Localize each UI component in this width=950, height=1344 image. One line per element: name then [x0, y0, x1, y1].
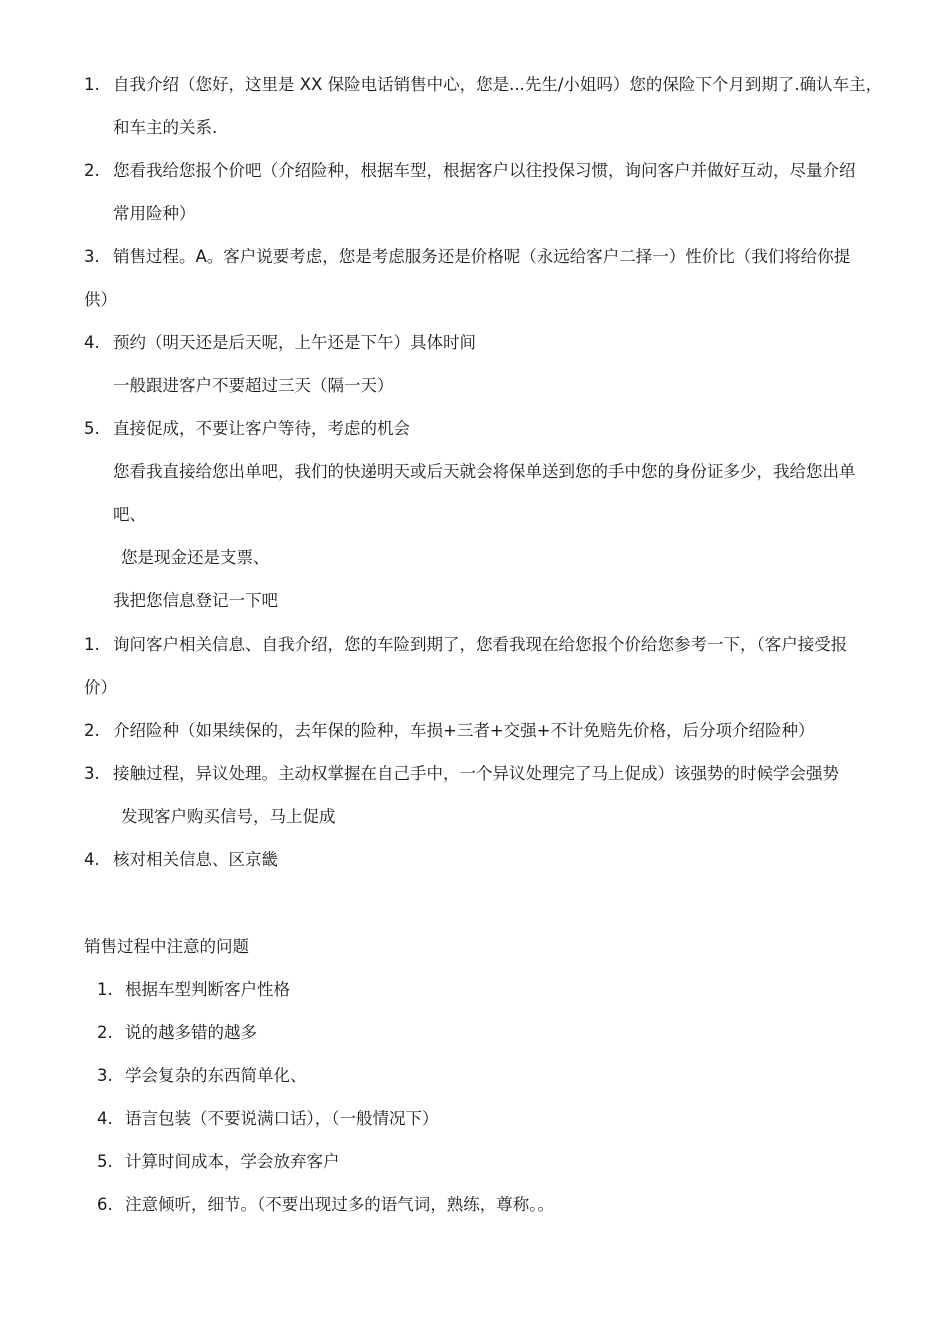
s2-item-2-line-1: 介绍险种（如果续保的，去年保的险种，车损+三者+交强+不计免赔先价格，后分项介绍险种）	[113, 721, 815, 740]
s2-item-1-line-2: 价）	[84, 678, 117, 697]
s1-item-4-line-2: 一般跟进客户不要超过三天（隔一天）	[113, 376, 394, 395]
s2-item-2-number: 2.	[84, 721, 100, 740]
s1-item-3-line-2: 供）	[84, 290, 117, 309]
notes-item-6-text: 注意倾听，细节。（不要出现过多的语气词，熟练，尊称。。	[125, 1195, 554, 1214]
s1-item-5-line-2: 您看我直接给您出单吧，我们的快递明天或后天就会将保单送到您的手中您的身份证多少，我给您出单	[113, 462, 856, 481]
s2-item-1-number: 1.	[84, 635, 100, 654]
notes-item-5-text: 计算时间成本，学会放弃客户	[125, 1152, 340, 1171]
s1-item-1-line-2: 和车主的关系.	[113, 118, 218, 137]
notes-item-3-text: 学会复杂的东西简单化、	[125, 1066, 307, 1085]
s1-item-2-line-2: 常用险种）	[113, 204, 196, 223]
s1-item-5-number: 5.	[84, 419, 100, 438]
notes-item-3-number: 3.	[97, 1066, 113, 1085]
s2-item-4-line-1: 核对相关信息、区京畿	[113, 850, 278, 869]
s1-item-4-number: 4.	[84, 333, 100, 352]
s1-item-1-number: 1.	[84, 75, 100, 94]
s2-item-4-number: 4.	[84, 850, 100, 869]
s1-item-5-line-1: 直接促成，不要让客户等待，考虑的机会	[113, 419, 410, 438]
notes-item-2-number: 2.	[97, 1023, 113, 1042]
s1-item-5-line-5: 我把您信息登记一下吧	[113, 591, 278, 610]
notes-item-5-number: 5.	[97, 1152, 113, 1171]
notes-item-6-number: 6.	[97, 1195, 113, 1214]
s1-item-5-line-3: 吧、	[113, 505, 146, 524]
s1-item-2-line-1: 您看我给您报个价吧（介绍险种，根据车型，根据客户以往投保习惯，询问客户并做好互动，尽量介绍	[113, 161, 856, 180]
s1-item-3-number: 3.	[84, 247, 100, 266]
notes-item-4-text: 语言包装（不要说满口话），（一般情况下）	[125, 1109, 439, 1128]
s2-item-1-line-1: 询问客户相关信息、自我介绍，您的车险到期了，您看我现在给您报个价给您参考一下，（客户接受报	[113, 635, 848, 654]
notes-item-4-number: 4.	[97, 1109, 113, 1128]
notes-item-1-text: 根据车型判断客户性格	[125, 980, 290, 999]
s1-item-1-line-1: 自我介绍（您好，这里是 XX 保险电话销售中心，您是...先生/小姐吗）您的保险下个月到期了.确认车主，	[113, 75, 883, 94]
s2-item-3-line-1: 接触过程，异议处理。主动权掌握在自己手中，一个异议处理完了马上促成）该强势的时候学会强势	[113, 764, 839, 783]
s2-item-3-number: 3.	[84, 764, 100, 783]
s1-item-4-line-1: 预约（明天还是后天呢，上午还是下午）具体时间	[113, 333, 476, 352]
notes-heading: 销售过程中注意的问题	[84, 937, 249, 956]
notes-item-1-number: 1.	[97, 980, 113, 999]
notes-item-2-text: 说的越多错的越多	[125, 1023, 257, 1042]
s2-item-3-line-2: 发现客户购买信号，马上促成	[121, 807, 336, 826]
s1-item-3-line-1: 销售过程。A。客户说要考虑，您是考虑服务还是价格呢（永远给客户二择一）性价比（我们将给你提	[113, 247, 851, 266]
s1-item-5-line-4: 您是现金还是支票、	[121, 548, 270, 567]
s1-item-2-number: 2.	[84, 161, 100, 180]
